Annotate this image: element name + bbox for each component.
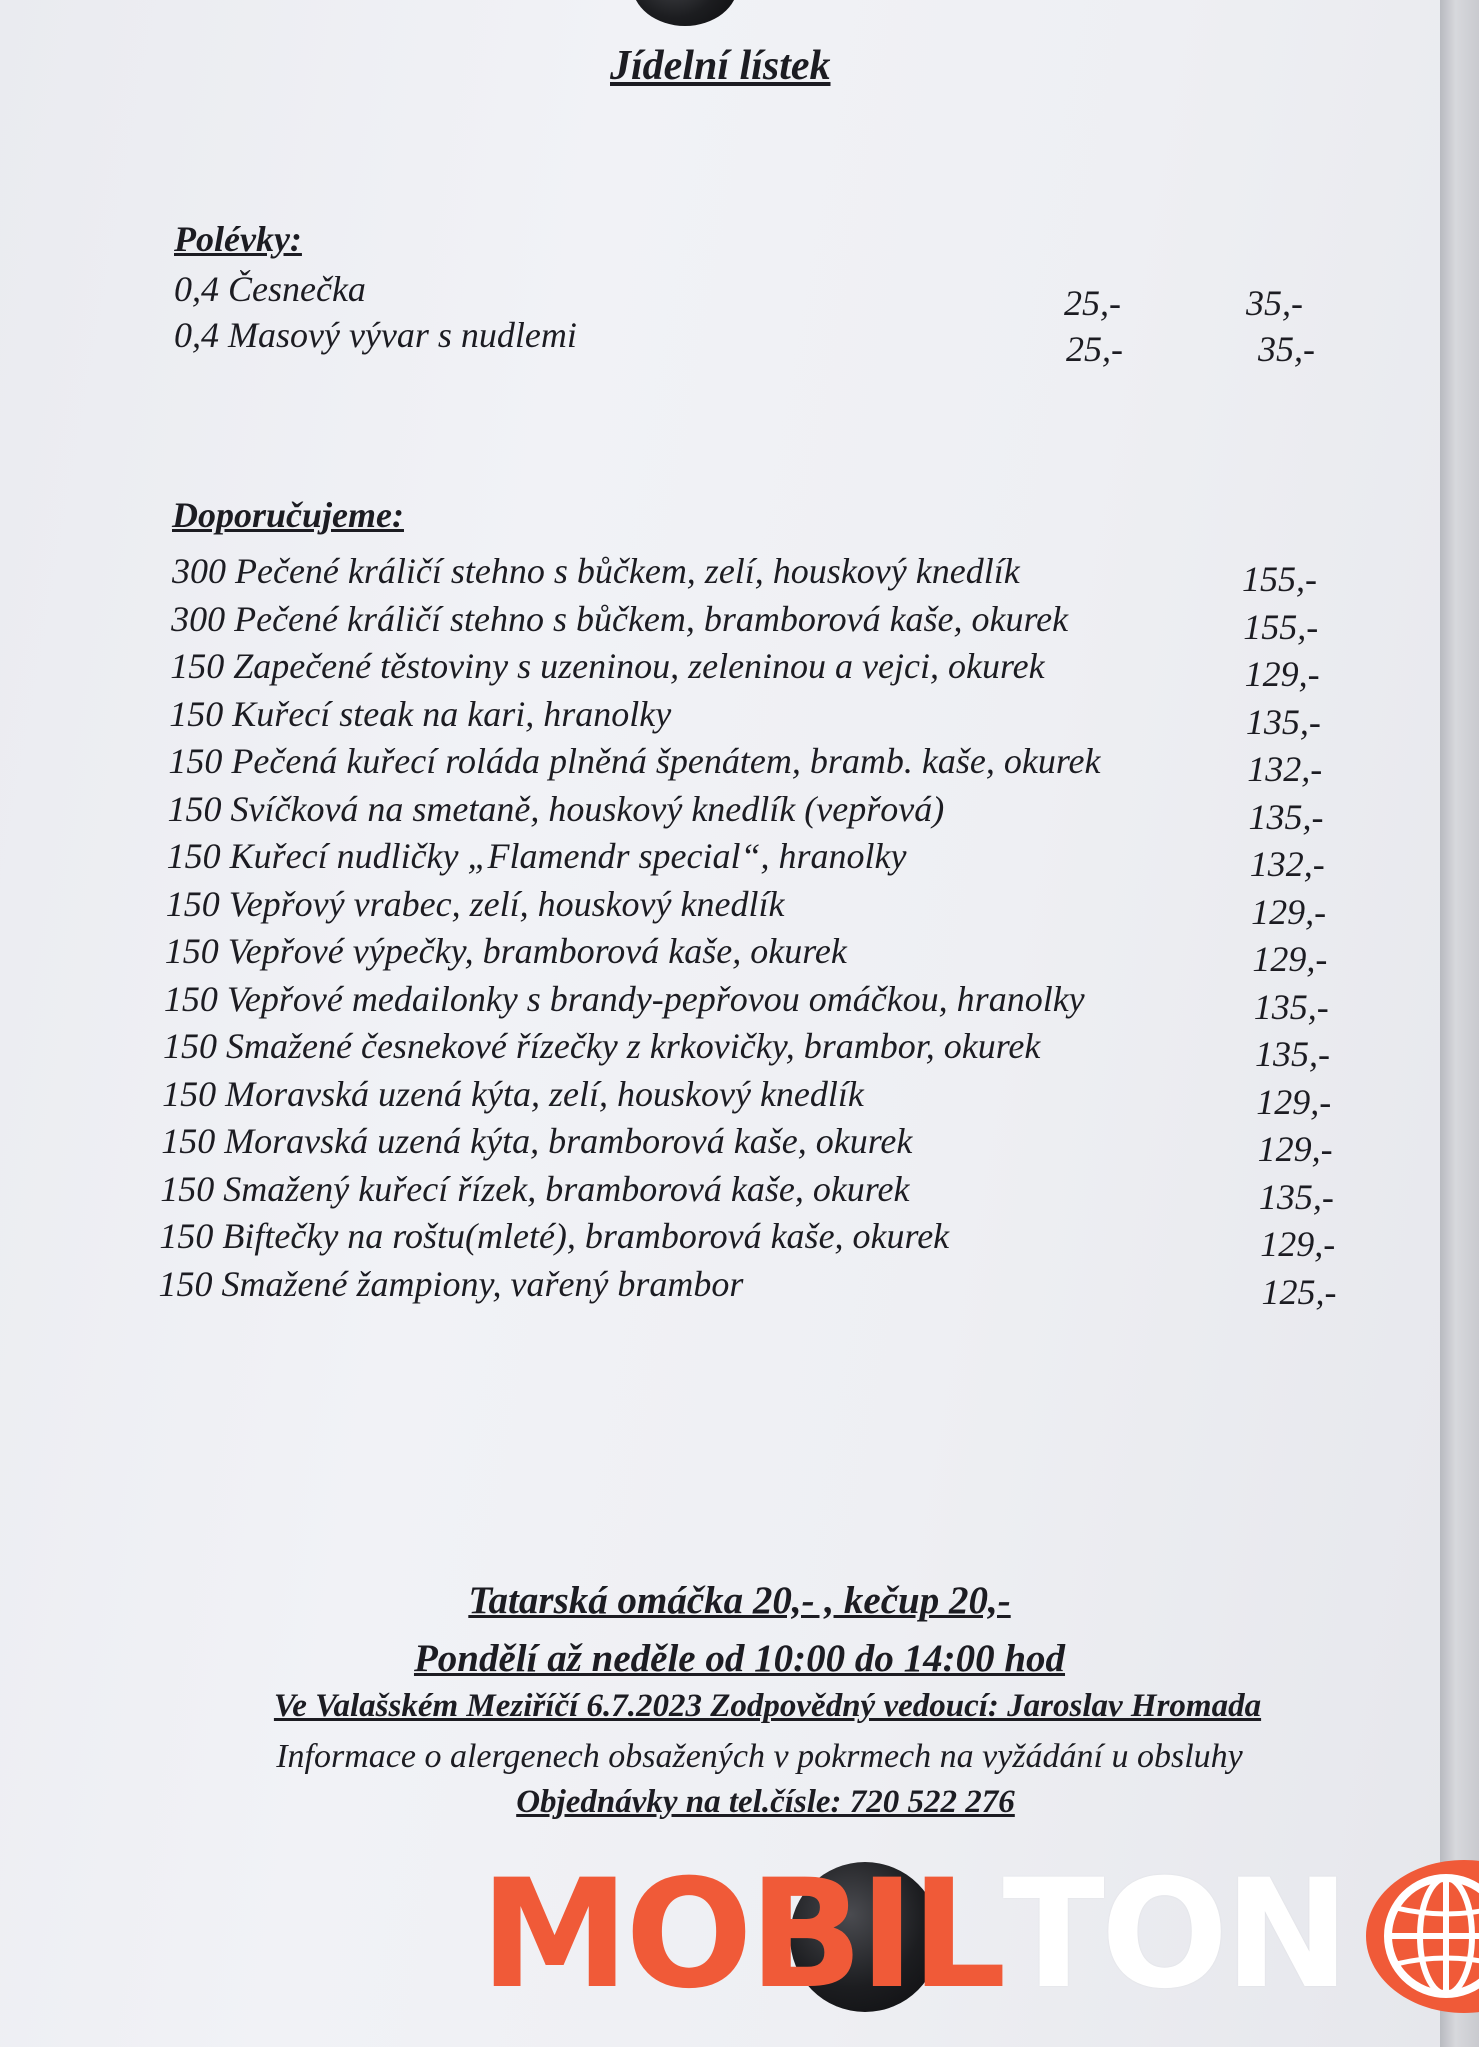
- menu-item-name: 150 Vepřové medailonky s brandy-pepřovou omáčkou, hranolky: [163, 978, 1085, 1019]
- menu-item-row: [160, 1168, 1360, 1217]
- soup-name: 0,4 Česnečka: [174, 269, 366, 309]
- menu-item-price: 129,-: [1244, 654, 1320, 694]
- menu-item-price: 135,-: [1253, 986, 1329, 1027]
- menu-item-price: 155,-: [1242, 559, 1317, 599]
- soup-price-small: 25,-: [1066, 329, 1123, 369]
- menu-item-row: [168, 740, 1368, 789]
- watermark-text-ton: TON: [1002, 1848, 1346, 2022]
- menu-item-price: 155,-: [1243, 606, 1319, 647]
- menu-item-name: 150 Biftečky na roštu(mleté), bramborová kaše, okurek: [159, 1216, 950, 1256]
- allergen-info: Informace o alergenech obsažených v pokrmech na vyžádání u obsluhy: [276, 1738, 1243, 1775]
- menu-item-name: 300 Pečené králičí stehno s bůčkem, zelí, houskový knedlík: [172, 551, 1020, 591]
- menu-item-row: [158, 1263, 1359, 1312]
- menu-item-price: 129,-: [1260, 1224, 1336, 1264]
- menu-item-name: 150 Moravská uzená kýta, zelí, houskový knedlík: [162, 1073, 864, 1114]
- menu-item-row: [165, 883, 1366, 932]
- soup-name: 0,4 Masový vývar s nudlemi: [174, 315, 577, 355]
- watermark-text-mobil: MOBIL: [480, 1848, 1003, 2022]
- menu-item-name: 150 Smažený kuřecí řízek, bramborová kaše, okurek: [160, 1168, 910, 1209]
- soup-price-large: 35,-: [1246, 283, 1303, 323]
- menu-item-row: [172, 550, 1372, 599]
- recommended-heading: Doporučujeme:: [172, 495, 404, 535]
- soups-heading: Polévky:: [174, 219, 302, 259]
- menu-item-row: [171, 598, 1371, 647]
- globe-speech-bubble-icon: [1354, 1850, 1479, 2020]
- menu-item-price: 135,-: [1248, 796, 1324, 837]
- menu-item-row: [166, 835, 1367, 884]
- mobilton-watermark: [480, 1848, 1479, 2022]
- menu-item-name: 150 Pečená kuřecí roláda plněná špenátem, bramb. kaše, okurek: [168, 741, 1101, 781]
- menu-item-row: [169, 693, 1369, 742]
- menu-item-row: [163, 978, 1364, 1027]
- soup-price-small: 25,-: [1064, 283, 1121, 323]
- soup-price-large: 35,-: [1258, 329, 1315, 369]
- menu-item-name: 150 Moravská uzená kýta, bramborová kaše, okurek: [161, 1121, 913, 1161]
- menu-item-price: 129,-: [1252, 939, 1328, 979]
- menu-item-price: 132,-: [1247, 749, 1323, 789]
- responsible-person: Ve Valašském Meziříčí 6.7.2023 Zodpovědný vedoucí: Jaroslav Hromada: [273, 1688, 1262, 1724]
- menu-item-price: 132,-: [1249, 844, 1325, 884]
- menu-item-row: [163, 1025, 1363, 1074]
- opening-hours: Pondělí až neděle od 10:00 do 14:00 hod: [413, 1637, 1066, 1680]
- menu-item-name: 150 Svíčková na smetaně, houskový knedlík (vepřová): [167, 788, 945, 829]
- menu-item-name: 300 Pečené králičí stehno s bůčkem, bramborová kaše, okurek: [171, 598, 1069, 639]
- menu-item-price: 125,-: [1261, 1271, 1337, 1312]
- menu-item-name: 150 Vepřové výpečky, bramborová kaše, okurek: [164, 931, 847, 971]
- menu-item-price: 129,-: [1256, 1081, 1332, 1122]
- menu-item-name: 150 Kuřecí steak na kari, hranolky: [169, 693, 672, 734]
- menu-item-price: 129,-: [1251, 891, 1327, 932]
- sauces-note: Tatarská omáčka 20,- , kečup 20,-: [468, 1579, 1011, 1622]
- menu-item-row: [159, 1215, 1359, 1264]
- menu-item-price: 135,-: [1255, 1034, 1330, 1074]
- menu-item-price: 135,-: [1258, 1176, 1334, 1217]
- menu-item-name: 150 Vepřový vrabec, zelí, houskový knedlík: [165, 883, 785, 924]
- menu-item-row: [162, 1073, 1362, 1122]
- menu-item-name: 150 Kuřecí nudličky „Flamendr special“, hranolky: [166, 836, 907, 876]
- menu-item-row: [161, 1120, 1361, 1169]
- menu-item-name: 150 Zapečené těstoviny s uzeninou, zeleninou a vejci, okurek: [170, 646, 1045, 686]
- order-phone: Objednávky na tel.čísle: 720 522 276: [516, 1784, 1015, 1820]
- menu-item-price: 129,-: [1257, 1129, 1333, 1169]
- menu-item-name: 150 Smažené žampiony, vařený brambor: [158, 1263, 744, 1304]
- menu-item-price: 135,-: [1245, 701, 1321, 742]
- soup-row: [174, 268, 1334, 323]
- menu-title: Jídelní lístek: [610, 43, 831, 89]
- menu-item-name: 150 Smažené česnekové řízečky z krkovičky, brambor, okurek: [163, 1026, 1041, 1066]
- menu-item-row: [164, 930, 1365, 979]
- menu-item-row: [170, 645, 1370, 694]
- soup-row: [174, 314, 1334, 369]
- menu-item-row: [167, 788, 1368, 837]
